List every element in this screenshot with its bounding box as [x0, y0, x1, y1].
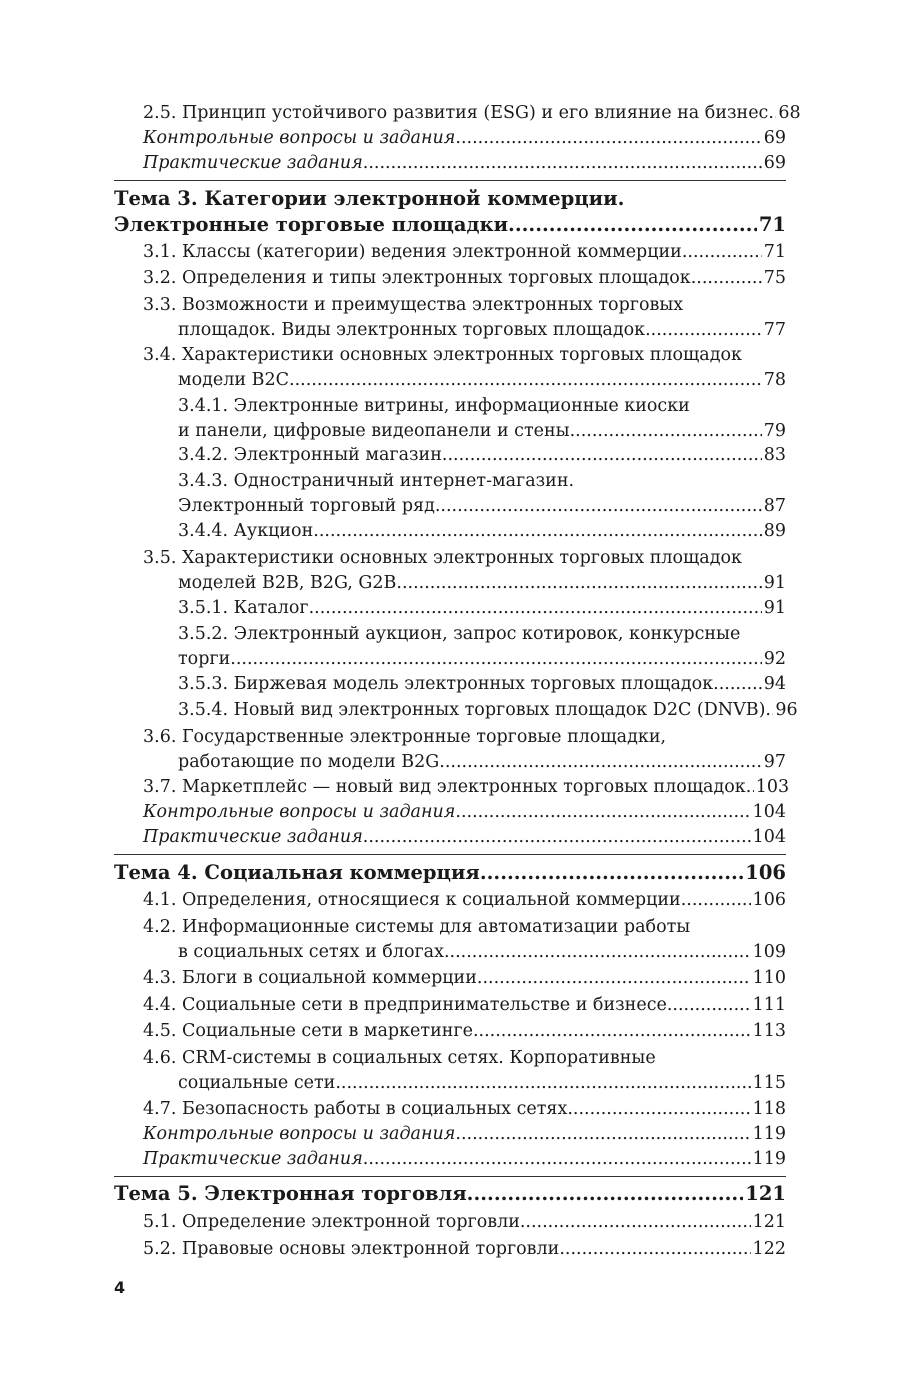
toc-entry-3-4-4[interactable] [178, 519, 786, 544]
entry-title: 3.4. Характеристики основных электронных торговых площадок [143, 345, 742, 365]
dot-leader [473, 1019, 751, 1044]
toc-entry-4-7[interactable] [143, 1097, 786, 1122]
toc-entry-3-4-1[interactable] [178, 394, 786, 444]
page-number: 75 [763, 268, 786, 288]
dot-leader [768, 101, 776, 126]
dot-leader [439, 750, 761, 775]
entry-title: 4.1. Определения, относящиеся к социальной коммерции [143, 890, 681, 910]
page-number: 113 [752, 1021, 786, 1041]
page-number: 79 [763, 421, 786, 441]
page-number: 104 [752, 802, 786, 822]
entry-title: социальные сети [178, 1073, 336, 1093]
dot-leader [746, 775, 754, 800]
dot-leader [645, 318, 762, 343]
section-divider [114, 180, 786, 181]
page-number: 109 [752, 942, 786, 962]
page-number: 71 [763, 242, 786, 262]
toc-topic-5[interactable] [114, 1181, 786, 1207]
entry-title: Контрольные вопросы и задания [143, 128, 456, 148]
dot-leader [363, 151, 762, 176]
entry-title: Практические задания [143, 1149, 363, 1169]
entry-title: 3.6. Государственные электронные торговые площадки, [143, 727, 667, 747]
page-number: 91 [763, 598, 786, 618]
entry-title: модели B2C [178, 370, 290, 390]
entry-title: Практические задания [143, 153, 363, 173]
toc-entry-3-4[interactable] [143, 343, 786, 393]
page-number: 106 [752, 890, 786, 910]
dot-leader [455, 1122, 750, 1147]
topic-title-line: Электронные торговые площадки [114, 213, 509, 236]
page-number: 103 [755, 777, 790, 797]
topic-title-line: Тема 4. Социальная коммерция [114, 861, 480, 884]
page-number: 121 [745, 1182, 786, 1205]
toc-entry-3-7[interactable] [143, 775, 790, 800]
dot-leader [713, 672, 762, 697]
dot-leader [435, 494, 762, 519]
toc-entry-review-questions[interactable] [143, 800, 786, 825]
page-number: 89 [763, 521, 786, 541]
toc-entry-review-questions[interactable] [143, 126, 786, 151]
page-number: 87 [763, 496, 786, 516]
entry-title: 4.3. Блоги в социальной коммерции [143, 968, 477, 988]
entry-title: торги [178, 649, 231, 669]
dot-leader [667, 993, 751, 1018]
page-number: 110 [752, 968, 786, 988]
dot-leader [691, 266, 762, 291]
toc-entry-3-3[interactable] [143, 293, 786, 343]
entry-title: 3.4.3. Одностраничный интернет-магазин. [178, 471, 575, 491]
entry-title: 3.1. Классы (категории) ведения электронной коммерции [143, 242, 682, 262]
toc-entry-3-4-2[interactable] [178, 443, 786, 468]
page-number: 68 [778, 103, 801, 123]
dot-leader [455, 800, 750, 825]
toc-entry-3-5-3[interactable] [178, 672, 786, 697]
entry-title: 3.4.1. Электронные витрины, информационные киоски [178, 396, 690, 416]
entry-title: работающие по модели B2G [178, 752, 440, 772]
entry-title: Контрольные вопросы и задания [143, 1124, 456, 1144]
page-number: 119 [752, 1124, 786, 1144]
dot-leader [442, 443, 762, 468]
dot-leader [681, 888, 751, 913]
entry-title: 3.5.1. Каталог [178, 598, 309, 618]
page-number: 94 [763, 674, 786, 694]
entry-title: 4.7. Безопасность работы в социальных сетях [143, 1099, 568, 1119]
dot-leader [567, 1097, 750, 1122]
toc-entry-practical-tasks[interactable] [143, 825, 786, 850]
entry-title: моделей B2B, B2G, G2B [178, 573, 397, 593]
toc-entry-review-questions[interactable] [143, 1122, 786, 1147]
page-number: 92 [763, 649, 786, 669]
page-number: 121 [752, 1212, 786, 1232]
page-number: 118 [752, 1099, 786, 1119]
entry-title: 2.5. Принцип устойчивого развития (ESG) и его влияние на бизнес [143, 103, 769, 123]
dot-leader [335, 1071, 750, 1096]
toc-entry-2-5[interactable] [143, 101, 801, 126]
toc-entry-3-6[interactable] [143, 725, 786, 775]
toc-entry-3-4-3[interactable] [178, 469, 786, 519]
toc-entry-4-2[interactable] [143, 915, 786, 965]
dot-leader [570, 419, 762, 444]
toc-entry-3-5[interactable] [143, 546, 786, 596]
dot-leader [467, 1181, 744, 1207]
entry-title: Практические задания [143, 827, 363, 847]
dot-leader [309, 596, 762, 621]
dot-leader [455, 126, 761, 151]
dot-leader [363, 1147, 751, 1172]
entry-title: 4.2. Информационные системы для автоматизации работы [143, 917, 691, 937]
dot-leader [765, 698, 773, 723]
dot-leader [682, 240, 762, 265]
page-number: 104 [752, 827, 786, 847]
dot-leader [520, 1210, 751, 1235]
toc-entry-4-5[interactable] [143, 1019, 786, 1044]
toc-topic-4[interactable] [114, 860, 786, 886]
entry-title: в социальных сетях и блогах [178, 942, 444, 962]
dot-leader [363, 825, 751, 850]
page-number: 71 [758, 213, 786, 236]
page-number: 119 [752, 1149, 786, 1169]
toc-entry-5-1[interactable] [143, 1210, 786, 1235]
dot-leader [444, 940, 751, 965]
toc-entry-4-6[interactable] [143, 1046, 786, 1096]
dot-leader [559, 1237, 750, 1262]
entry-title: и панели, цифровые видеопанели и стены [178, 421, 570, 441]
page-number: 111 [752, 995, 786, 1015]
entry-title: 3.4.2. Электронный магазин [178, 445, 442, 465]
entry-title: 5.2. Правовые основы электронной торговли [143, 1239, 560, 1259]
toc-entry-5-2[interactable] [143, 1237, 786, 1262]
entry-title: 3.5.2. Электронный аукцион, запрос котировок, конкурсные [178, 624, 741, 644]
entry-title: 3.5.3. Биржевая модель электронных торговых площадок [178, 674, 714, 694]
toc-entry-3-5-2[interactable] [178, 622, 786, 672]
page-number: 83 [763, 445, 786, 465]
page-number: 69 [763, 128, 786, 148]
dot-leader [477, 966, 751, 991]
dot-leader [289, 368, 762, 393]
toc-entry-3-5-1[interactable] [178, 596, 786, 621]
toc-topic-3[interactable] [114, 186, 786, 238]
topic-title-line: Тема 5. Электронная торговля [114, 1182, 467, 1205]
entry-title: 4.6. CRM-системы в социальных сетях. Корпоративные [143, 1048, 656, 1068]
dot-leader [508, 212, 757, 238]
page-number: 69 [763, 153, 786, 173]
entry-title: 3.3. Возможности и преимущества электронных торговых [143, 295, 684, 315]
entry-title: 4.5. Социальные сети в маркетинге [143, 1021, 473, 1041]
toc-entry-4-1[interactable] [143, 888, 786, 913]
page-folio-number: 4 [114, 1278, 126, 1297]
page-number: 77 [763, 320, 786, 340]
page-number: 97 [763, 752, 786, 772]
toc-entry-3-5-4[interactable] [178, 698, 798, 723]
entry-title: 5.1. Определение электронной торговли [143, 1212, 520, 1232]
entry-title: 3.5.4. Новый вид электронных торговых площадок D2C (DNVB) [178, 700, 766, 720]
page-number: 122 [752, 1239, 786, 1259]
page-number: 96 [775, 700, 798, 720]
dot-leader [313, 519, 761, 544]
toc-entry-3-2[interactable] [143, 266, 786, 291]
section-divider [114, 1176, 786, 1177]
toc-entry-practical-tasks[interactable] [143, 151, 786, 176]
entry-title: 3.5. Характеристики основных электронных торговых площадок [143, 548, 742, 568]
page-number: 91 [763, 573, 786, 593]
dot-leader [480, 860, 743, 886]
toc-entry-3-1[interactable] [143, 240, 786, 265]
entry-title: площадок. Виды электронных торговых площадок [178, 320, 646, 340]
dot-leader [396, 571, 761, 596]
toc-entry-practical-tasks[interactable] [143, 1147, 786, 1172]
entry-title: 3.4.4. Аукцион [178, 521, 314, 541]
section-divider [114, 854, 786, 855]
topic-title-line: Тема 3. Категории электронной коммерции. [114, 187, 625, 210]
entry-title: 3.2. Определения и типы электронных торговых площадок [143, 268, 691, 288]
entry-title: 3.7. Маркетплейс — новый вид электронных торговых площадок [143, 777, 746, 797]
page-number: 106 [745, 861, 786, 884]
entry-title: 4.4. Социальные сети в предпринимательстве и бизнесе [143, 995, 667, 1015]
toc-entry-4-3[interactable] [143, 966, 786, 991]
toc-entry-4-4[interactable] [143, 993, 786, 1018]
entry-title: Контрольные вопросы и задания [143, 802, 456, 822]
page-number: 78 [763, 370, 786, 390]
entry-title: Электронный торговый ряд [178, 496, 435, 516]
dot-leader [230, 647, 761, 672]
page-number: 115 [752, 1073, 786, 1093]
